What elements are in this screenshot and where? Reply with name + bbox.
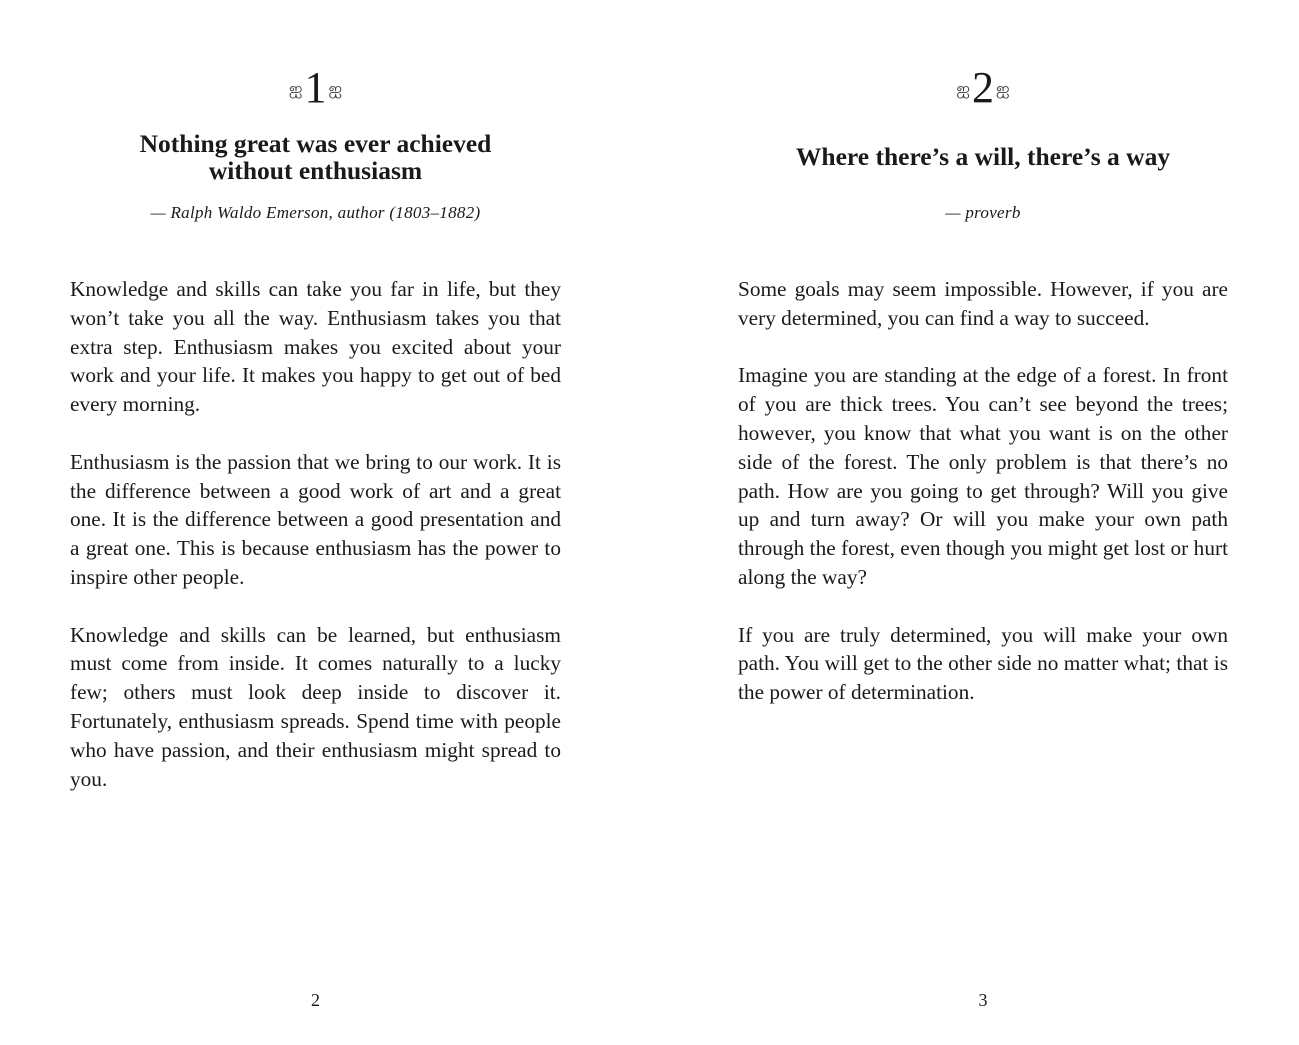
paragraph: If you are truly determined, you will make your own path. You will get to the other side no matter what; that is the power of determination. <box>738 622 1228 705</box>
paragraph: Knowledge and skills can be learned, but enthusiasm must come from inside. It comes naturally to a lucky few; others must look deep inside to discover it. Fortunately, enthusiasm spreads. Spend time with people who have passion, and their enthusiasm might spread to you. <box>70 622 561 791</box>
right-page <box>738 0 1228 1045</box>
chapter-number: 1 <box>304 63 327 112</box>
paragraph: Knowledge and skills can take you far in life, but they won’t take you all the way. Enthusiasm takes you that extra step. Enthusiasm makes you excited about your work and your life. It makes you happy to get out of bed every morning. <box>70 277 561 417</box>
paragraph: Imagine you are standing at the edge of a forest. In front of you are thick trees. You can’t see beyond the trees; however, you know that what you want is on the other side of the forest. The only problem is that there’s no path. How are you going to get through? Will you give up and turn away? Or will you make your own path through the forest, even though you might get lost or hurt along the way? <box>738 363 1228 589</box>
chapter-title <box>70 130 561 184</box>
ornament-left-icon: ஐ <box>288 79 303 99</box>
ornament-right-icon: ஐ <box>996 79 1010 99</box>
chapter-number-mark <box>738 63 1228 116</box>
paragraph: Enthusiasm is the passion that we bring to our work. It is the difference between a good work of art and a great one. It is the difference between a good presentation and a great one. This is because enthusiasm has the power to inspire other people. <box>70 449 561 589</box>
chapter-title-line-2: without enthusiasm <box>208 156 423 185</box>
body-text <box>738 275 1228 736</box>
page-number: 2 <box>311 990 320 1010</box>
chapter-number-mark <box>70 63 561 116</box>
chapter-title: Where there’s a will, there’s a way <box>795 142 1171 171</box>
left-page <box>70 0 561 1045</box>
paragraph: Some goals may seem impossible. However, if you are very determined, you can find a way to succeed. <box>738 277 1228 330</box>
quote-attribution: — proverb <box>945 203 1021 222</box>
chapter-title-line-1: Nothing great was ever achieved <box>139 129 492 158</box>
ornament-left-icon: ஐ <box>956 79 970 99</box>
body-text <box>70 275 561 822</box>
quote-attribution: — Ralph Waldo Emerson, author (1803–1882) <box>150 203 481 222</box>
ornament-right-icon: ஐ <box>328 79 343 99</box>
chapter-number: 2 <box>972 63 994 112</box>
page-number: 3 <box>978 990 988 1010</box>
